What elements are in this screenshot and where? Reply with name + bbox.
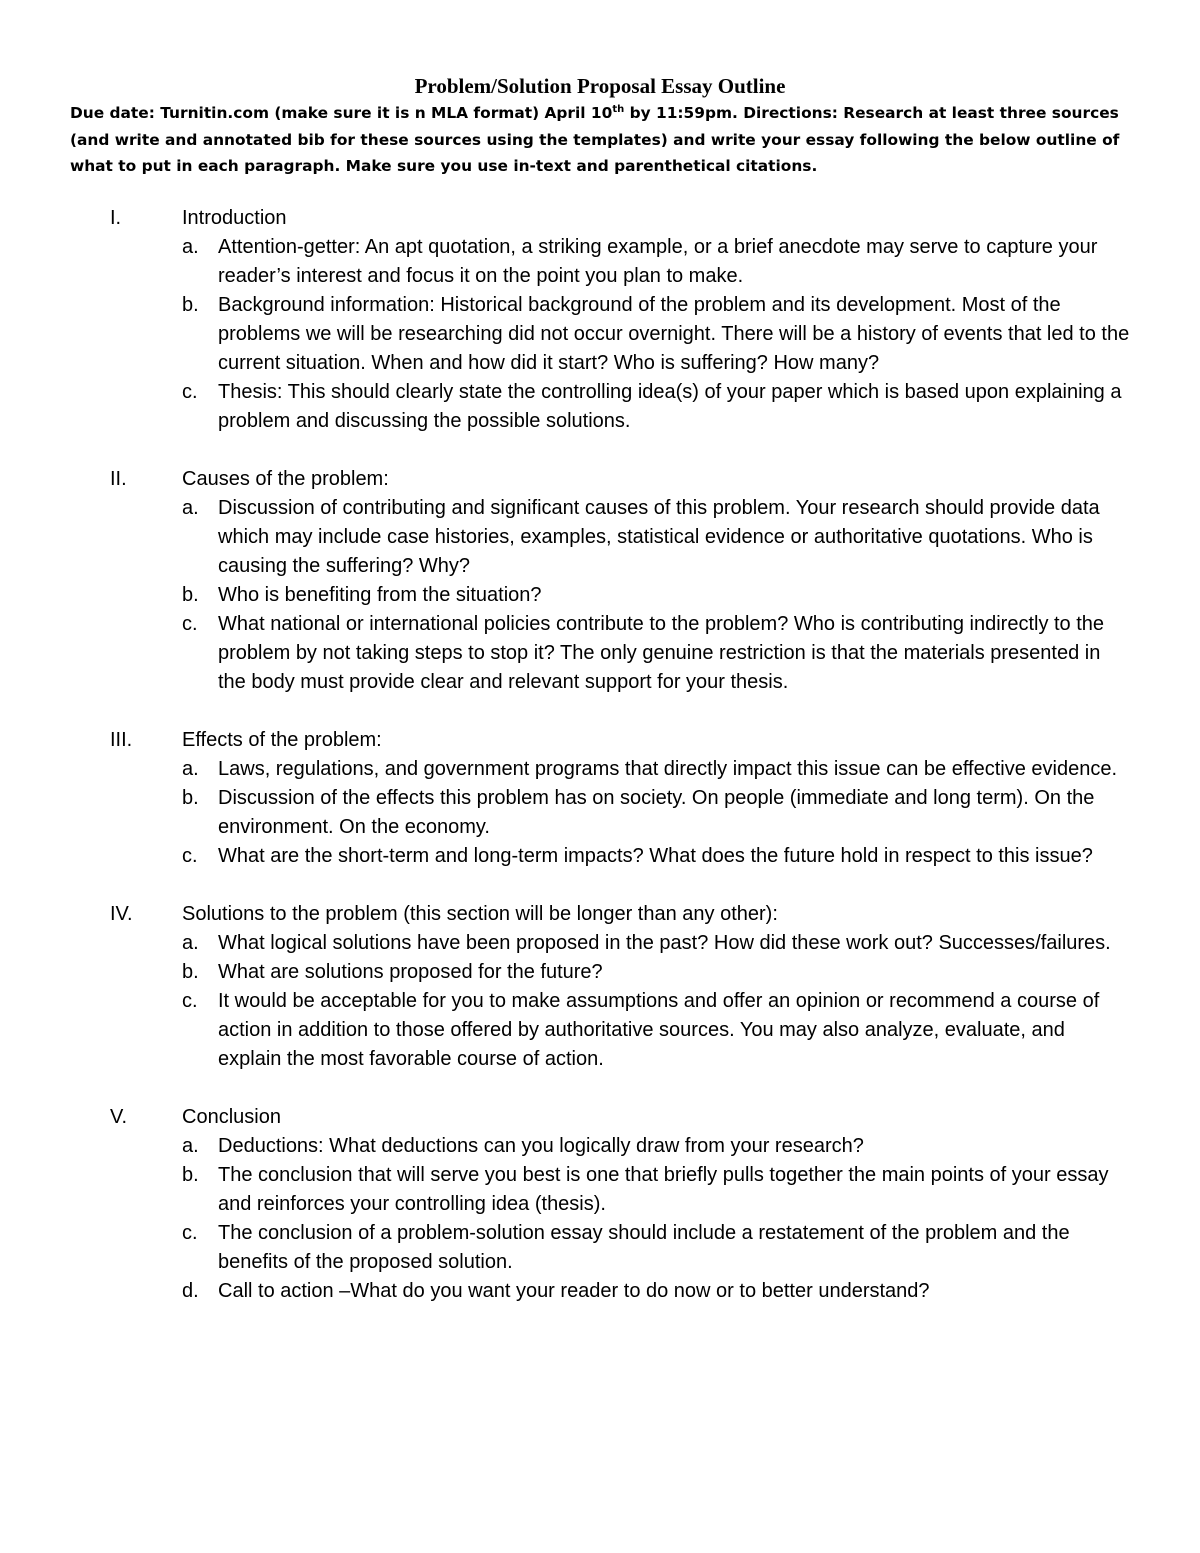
section-heading (0, 465, 1200, 494)
outline-section-introduction (0, 204, 1200, 436)
item-text: Attention-getter: An apt quotation, a striking example, or a brief anecdote may serve to capture your reader’s interest and focus it on the point you plan to make. (218, 236, 1098, 287)
item-text: Thesis: This should clearly state the controlling idea(s) of your paper which is based upon explaining a problem and discussing the possible solutions. (218, 381, 1122, 432)
due-date-text: Due date: Turnitin.com (make sure it is n MLA format) April 10 (70, 104, 613, 122)
item-text: Discussion of contributing and significant causes of this problem. Your research should provide data which may include case histories, examples, statistical evidence or authoritative quotations. Who is causing the suffering? Why? (218, 497, 1100, 577)
outline-item (0, 1132, 1133, 1161)
section-number: III. (110, 729, 133, 751)
directions-text: by 11:59pm. Directions: Research at least three sources (and write and annotated bib for these sources using the templates) and write your essay following the below outline of what to put in each paragraph. Make sure you use in-text and parenthetical citations. (70, 104, 1120, 175)
outline-item (0, 610, 1133, 697)
item-letter: c. (182, 990, 198, 1012)
item-letter: b. (182, 787, 199, 809)
item-text: Background information: Historical background of the problem and its development. Most of the problems we will be researching did not occur overnight. There will be a history of events that led to the current situation. When and how did it start? Who is suffering? How many? (218, 294, 1130, 374)
item-text: Who is benefiting from the situation? (218, 584, 542, 606)
item-letter: d. (182, 1280, 199, 1302)
section-number: II. (110, 468, 127, 490)
outline-section-conclusion (0, 1103, 1200, 1306)
item-letter: c. (182, 845, 198, 867)
instructions-paragraph (70, 100, 1135, 180)
item-text: It would be acceptable for you to make assumptions and offer an opinion or recommend a course of action in addition to those offered by authoritative sources. You may also analyze, evaluate, and explain the most favorable course of action. (218, 990, 1100, 1070)
outline-item (0, 581, 1133, 610)
section-number: V. (110, 1106, 128, 1128)
item-letter: b. (182, 584, 199, 606)
item-letter: a. (182, 497, 199, 519)
page-title: Problem/Solution Proposal Essay Outline (414, 74, 786, 98)
item-text: What are the short-term and long-term impacts? What does the future hold in respect to this issue? (218, 845, 1093, 867)
outline-section-effects (0, 726, 1200, 871)
item-letter: a. (182, 1135, 199, 1157)
item-text: What are solutions proposed for the future? (218, 961, 603, 983)
outline-item (0, 987, 1133, 1074)
outline-section-causes (0, 465, 1200, 697)
item-text: What logical solutions have been proposed in the past? How did these work out? Successes/failures. (218, 932, 1111, 954)
section-number: IV. (110, 903, 133, 925)
item-letter: b. (182, 294, 199, 316)
section-title: Effects of the problem: (182, 729, 382, 751)
section-heading (0, 900, 1200, 929)
item-text: What national or international policies contribute to the problem? Who is contributing indirectly to the problem by not taking steps to stop it? The only genuine restriction is that the materials presented in the body must provide clear and relevant support for your thesis. (218, 613, 1105, 693)
outline-item (0, 1161, 1133, 1219)
item-letter: c. (182, 613, 198, 635)
outline-item (0, 494, 1133, 581)
section-title: Conclusion (182, 1106, 281, 1128)
section-title: Solutions to the problem (this section will be longer than any other): (182, 903, 778, 925)
section-title: Introduction (182, 207, 287, 229)
outline-item (0, 842, 1133, 871)
outline-item (0, 1277, 1133, 1306)
item-text: Deductions: What deductions can you logically draw from your research? (218, 1135, 864, 1157)
outline (0, 204, 1200, 1335)
item-letter: b. (182, 961, 199, 983)
item-text: The conclusion that will serve you best is one that briefly pulls together the main points of your essay and reinforces your controlling idea (thesis). (218, 1164, 1109, 1215)
item-letter: a. (182, 236, 199, 258)
item-text: Call to action –What do you want your reader to do now or to better understand? (218, 1280, 930, 1302)
item-text: Laws, regulations, and government programs that directly impact this issue can be effective evidence. (218, 758, 1117, 780)
outline-item (0, 958, 1133, 987)
item-text: The conclusion of a problem-solution essay should include a restatement of the problem and the benefits of the proposed solution. (218, 1222, 1070, 1273)
outline-item (0, 929, 1133, 958)
item-letter: a. (182, 758, 199, 780)
outline-item (0, 1219, 1133, 1277)
item-letter: c. (182, 381, 198, 403)
section-heading (0, 726, 1200, 755)
outline-section-solutions (0, 900, 1200, 1074)
item-letter: a. (182, 932, 199, 954)
section-title: Causes of the problem: (182, 468, 389, 490)
section-heading (0, 204, 1200, 233)
outline-item (0, 378, 1133, 436)
outline-item (0, 784, 1133, 842)
item-letter: b. (182, 1164, 199, 1186)
section-number: I. (110, 207, 122, 229)
date-superscript: th (612, 104, 625, 115)
outline-item (0, 291, 1133, 378)
item-letter: c. (182, 1222, 198, 1244)
outline-item (0, 233, 1133, 291)
outline-item (0, 755, 1133, 784)
section-heading (0, 1103, 1200, 1132)
item-text: Discussion of the effects this problem has on society. On people (immediate and long term). On the environment. On the economy. (218, 787, 1095, 838)
